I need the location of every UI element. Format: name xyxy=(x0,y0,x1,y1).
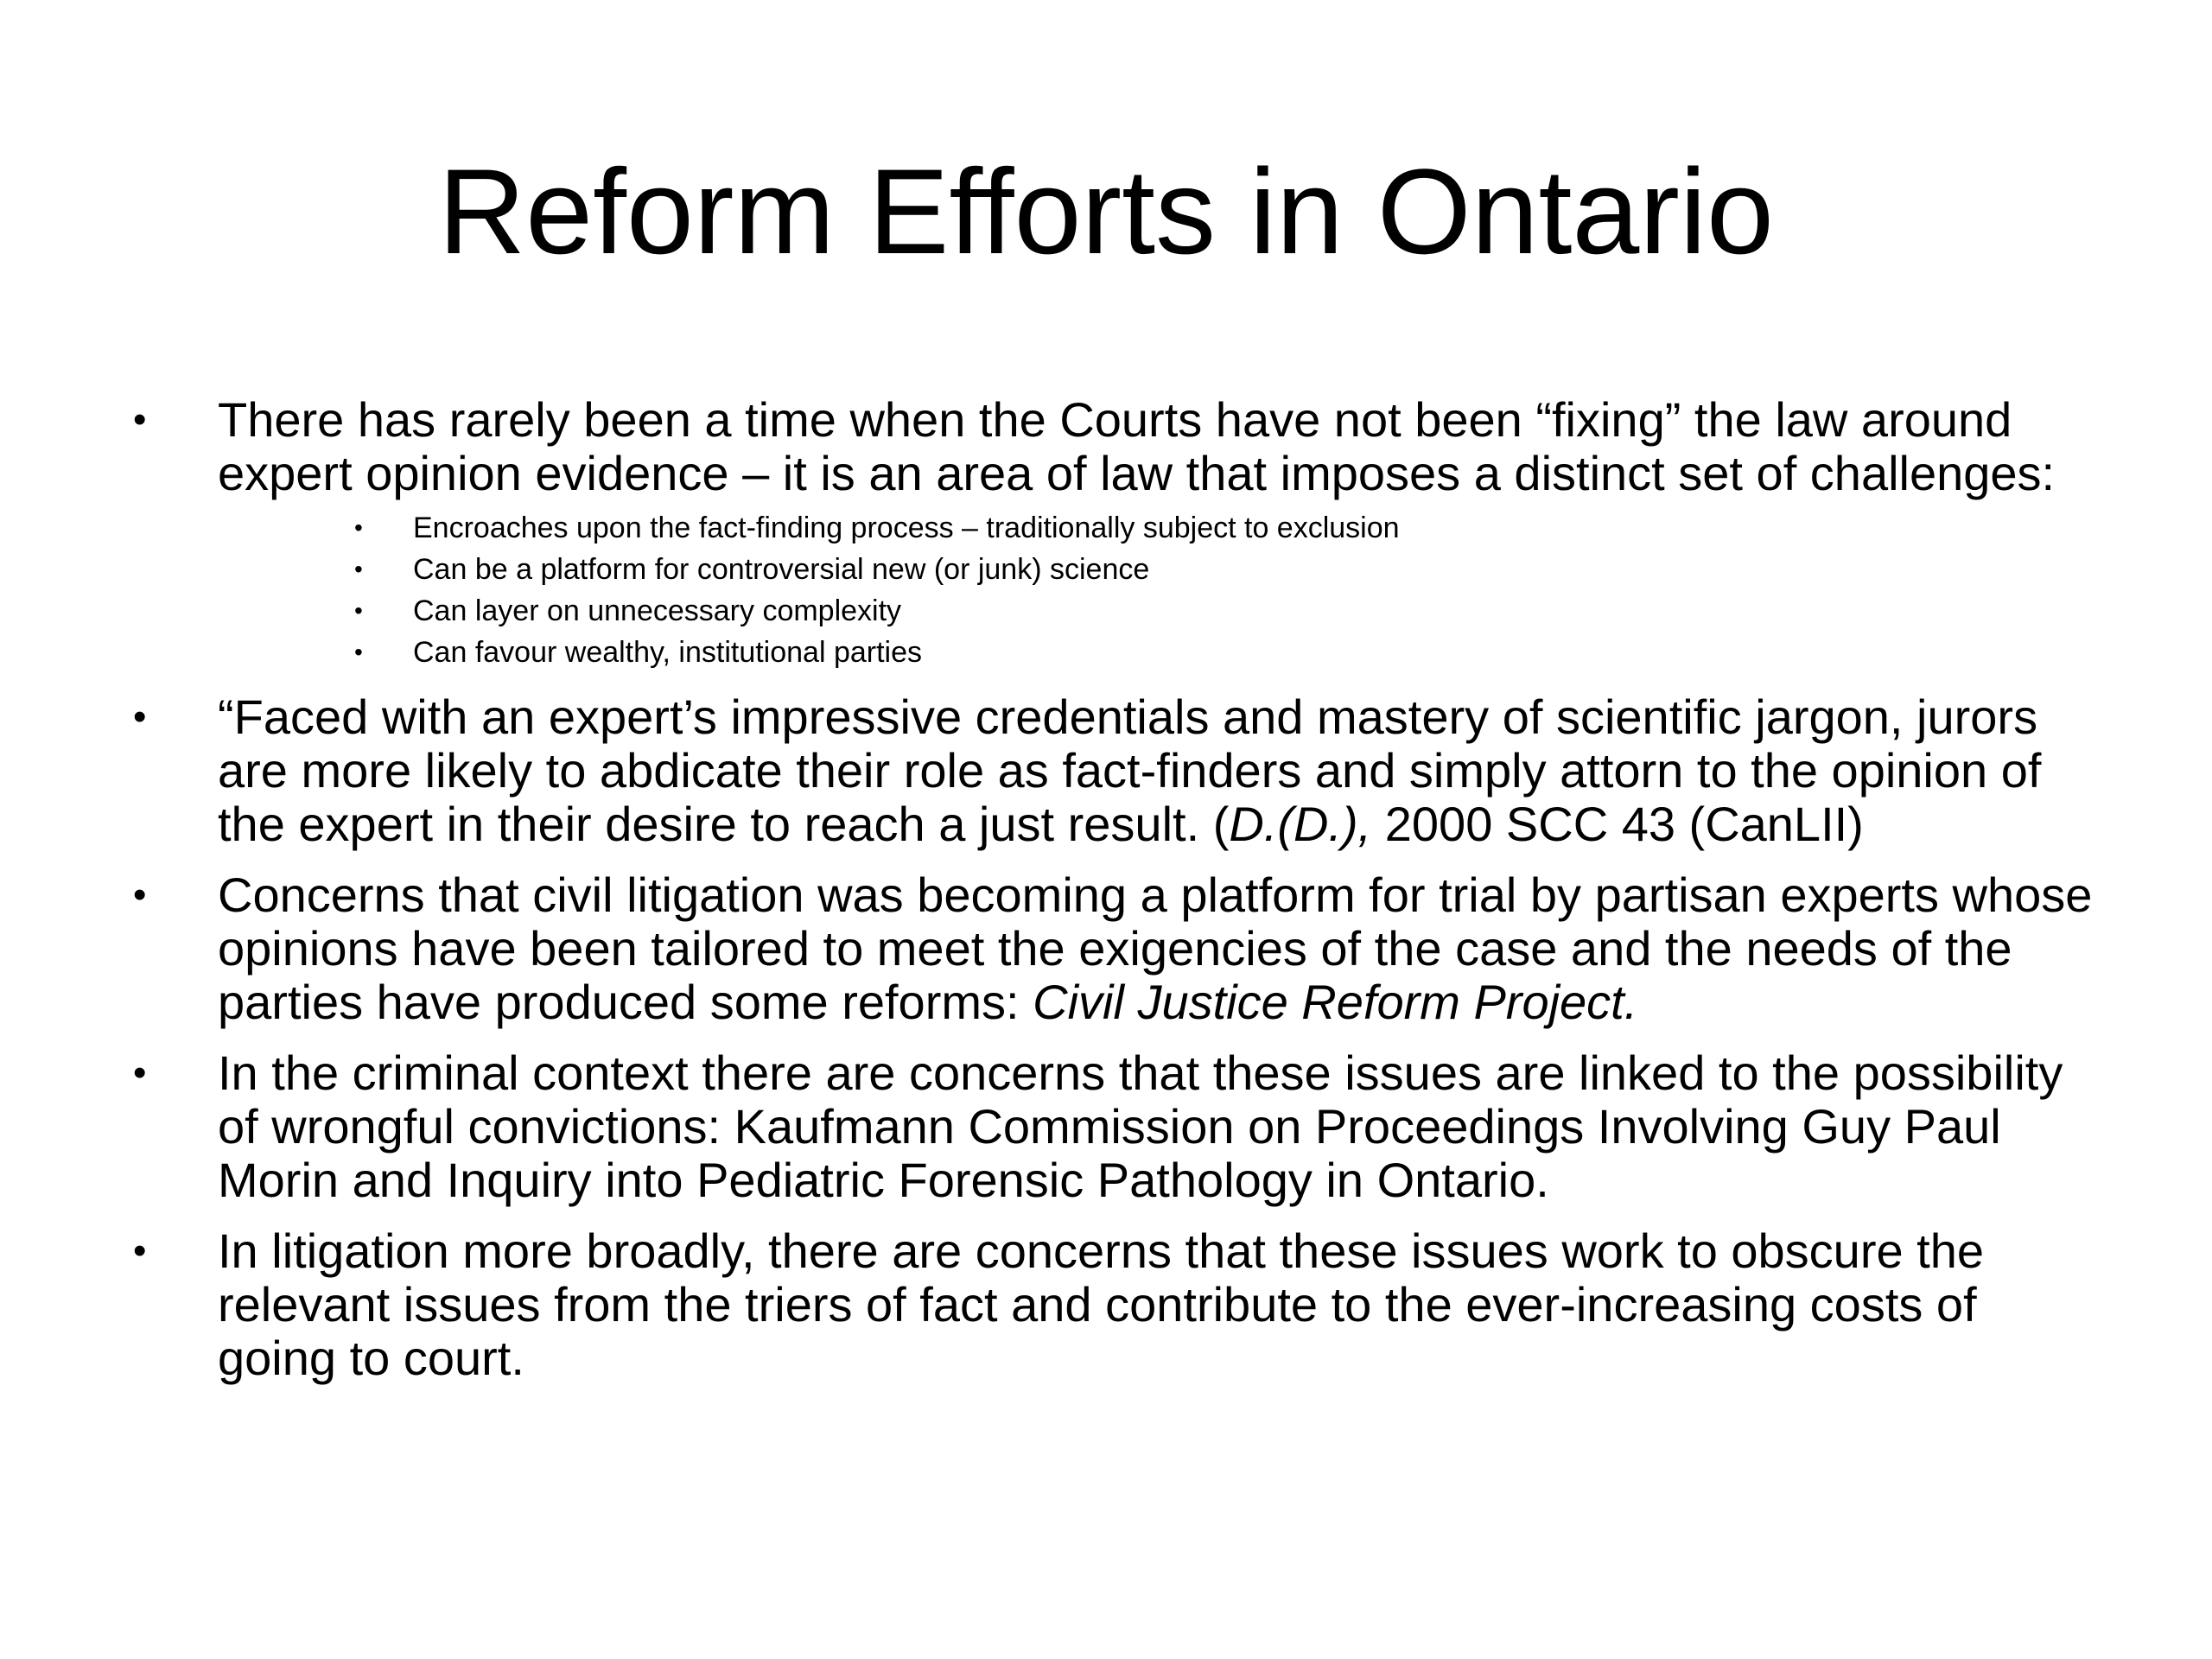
bullet-item-jurors-quote xyxy=(130,690,2100,851)
case-citation: D.(D.), xyxy=(1229,797,1372,851)
bullet-item-litigation-broadly xyxy=(130,1224,2100,1385)
sub-bullet-icon: • xyxy=(354,639,363,665)
bullet-item-civil-litigation xyxy=(130,868,2100,1029)
sub-bullet-item xyxy=(218,590,2100,632)
bullet-text: There has rarely been a time when the Courts have not been “fixing” the law around expert opinion evidence – it is an area of law that imposes a distinct set of challenges: xyxy=(218,392,2056,500)
bullet-text xyxy=(218,690,2041,851)
sub-bullet-item xyxy=(218,632,2100,673)
bullet-icon: • xyxy=(133,874,147,916)
bullet-text: In the criminal context there are concerns that these issues are linked to the possibility of wrongful convictions: Kaufmann Commission on Proceedings Involving Guy Paul Morin and Inquiry into Pediatric Forensic Pathology in Ontario. xyxy=(218,1046,2063,1207)
bullet-icon: • xyxy=(133,1230,147,1272)
sub-bullet-icon: • xyxy=(354,556,363,582)
sub-bullet-list xyxy=(218,507,2100,673)
quote-text: “Faced with an expert’s impressive credentials and mastery of scientific jargon, jurors are more likely to abdicate their role as fact-finders and simply attorn to the opinion of the expert in their desire to reach a just result. ( xyxy=(218,690,2042,851)
bullet-list xyxy=(130,393,2100,1402)
sub-bullet-item xyxy=(218,549,2100,590)
concerns-text: Concerns that civil litigation was becoming a platform for trial by partisan experts whose opinions have been tailored to meet the exigencies of the case and the needs of the parties have produced some reforms: xyxy=(218,868,2093,1029)
sub-bullet-icon: • xyxy=(354,597,363,624)
sub-bullet-text: Can be a platform for controversial new (or junk) science xyxy=(413,553,1150,586)
sub-bullet-text: Can layer on unnecessary complexity xyxy=(413,594,902,627)
bullet-text: In litigation more broadly, there are concerns that these issues work to obscure the relevant issues from the triers of fact and contribute to the ever-increasing costs of going to court. xyxy=(218,1224,1985,1385)
citation-tail: 2000 SCC 43 (CanLII) xyxy=(1371,797,1864,851)
sub-bullet-icon: • xyxy=(354,514,363,541)
sub-bullet-item xyxy=(218,507,2100,549)
bullet-icon: • xyxy=(133,398,147,441)
bullet-item-courts-fixing xyxy=(130,393,2100,673)
sub-bullet-text: Can favour wealthy, institutional parties xyxy=(413,636,923,669)
slide-title: Reform Efforts in Ontario xyxy=(438,143,1774,279)
bullet-text xyxy=(218,868,2092,1029)
project-name: Civil Justice Reform Project. xyxy=(1033,975,1638,1029)
bullet-item-criminal-context xyxy=(130,1046,2100,1207)
sub-bullet-text: Encroaches upon the fact-finding process – traditionally subject to exclusion xyxy=(413,512,1400,544)
bullet-icon: • xyxy=(133,696,147,738)
bullet-icon: • xyxy=(133,1052,147,1094)
